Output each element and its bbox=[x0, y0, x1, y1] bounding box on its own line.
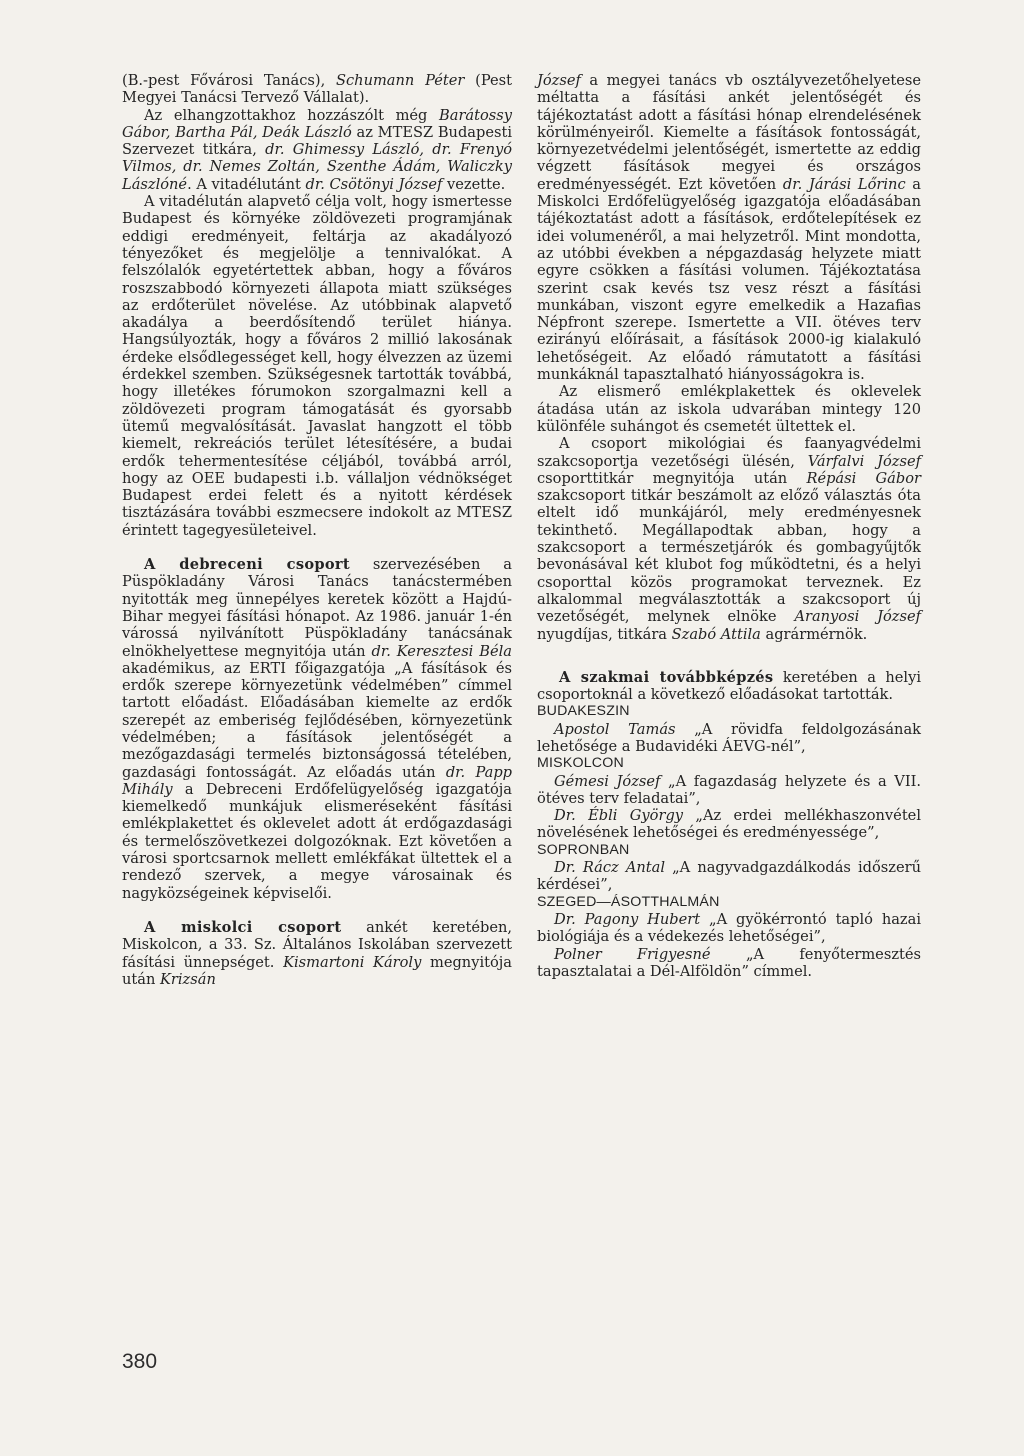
location-heading: MISKOLCON bbox=[537, 755, 624, 772]
paragraph: (B.-pest Fővárosi Tanács), Schumann Péter (Pest Megyei Tanácsi Tervező Vállalat). bbox=[122, 72, 512, 107]
paragraph-training: A szakmai továbbképzés keretében a helyi csoportoknál a következő előadásokat tartották. bbox=[537, 668, 921, 704]
paragraph: A vitadélután alapvető célja volt, hogy ismertesse Budapest és környéke zöldövezeti programjának eddigi eredményeit, feltárja az akadályozó tényezőket és megjelölje a tennivalókat. A felszólalók egyetértettek abban, hogy a főváros roszszabbodó környezeti állapota miatt szükséges az erdőterület növelése. Az utóbbinak alapvető akadálya a beerdősítendő terület hiánya. Hangsúlyozták, hogy a főváros 2 millió lakosának érdeke elsődlegességet kell, hogy élvezzen az üzemi érdekkel szemben. Szükségesnek tartották továbbá, hogy illetékes fórumokon szorgalmazni kell a zöldövezeti program támogatását és gyorsabb ütemű megvalósítását. Javaslat hangzott el több kiemelt, rekreációs terület létesítésére, a budai erdők tehermentesítése céljából, továbbá arról, hogy az OEE budapesti i.b. vállaljon védnökséget Budapest erdei felett és a nyitott kérdések tisztázására további eszmecsere indokolt az MTESZ érintett tagegyesületeivel. bbox=[122, 193, 512, 539]
lecture-entry: Dr. Ébli György „Az erdei mellékhaszonvétel növelésének lehetőségei és eredményessége”, bbox=[537, 807, 921, 842]
lecture-entry: Dr. Pagony Hubert „A gyökérrontó tapló hazai biológiája és a védekezés lehetőségei”, bbox=[537, 910, 921, 946]
paragraph-miskolc: A miskolci csoport ankét keretében, Miskolcon, a 33. Sz. Általános Iskolában szervezett fásítási ünnepséget. Kismartoni Károly megnyitója után Krizsán bbox=[122, 918, 512, 988]
paragraph-debrecen: A debreceni csoport szervezésében a Püspökladány Városi Tanács tanácstermében nyitották meg ünnepélyes keretek között a Hajdú-Bihar megyei fásítási hónapot. Az 1986. január 1-én várossá nyilvánított Püspökladány tanácsának elnökhelyettese megnyitója után dr. Keresztesi Béla akadémikus, az ERTI főigazgatója „A fásítások és erdők szerepe környezetünk védelmében” címmel tartott előadást. Előadásában kiemelte az erdők szerepét az emberiség fejlődésében, környezetünk védelmében; a fásítások jelentőségét a mezőgazdasági termelés biztonságossá tételében, gazdasági fontosságát. Az előadás után dr. Papp Mihály a Debreceni Erdőfelügyelőség igazgatója kiemelkedő munkájuk elismeréseként fásítási emlékplakettet és oklevelet adott át erdőgazdasági és termelőszövetkezei dolgozóknak. Ezt követően a városi sportcsarnok mellett emlékfákat ültettek el a rendező szervek, a megye városainak és nagyközségeinek képviselői. bbox=[122, 556, 513, 902]
paragraph: Az elhangzottakhoz hozzászólt még Barátossy Gábor, Bartha Pál, Deák László az MTESZ Budapesti Szervezet titkára, dr. Ghimessy László, dr. Frenyó Vilmos, dr. Nemes Zoltán, Szenthe Ádám, Waliczky Lászlóné. A vitadélutánt dr. Csötönyi József vezette. bbox=[122, 106, 513, 193]
lecture-entry: Apostol Tamás „A rövidfa feldolgozásának lehetősége a Budavidéki ÁEVG-nél”, bbox=[537, 720, 921, 755]
paragraph: József a megyei tanács vb osztályvezetőhelyetese méltatta a fásítási ankét jelentőségét és tájékoztatást adott a fásítási hónap elrendelésének körülményeiről. Kiemelte a fásítások fontosságát, környezetvédelmi jelentőségét, ismertette az eddig végzett fásítások megyei és országos eredményességét. Ezt követően dr. Járási Lőrinc a Miskolci Erdőfelügyelőség igazgatója előadásában tájékoztatást adott a fásítások, erdőtelepítések ez idei volumenéről, a mai helyzetről. Mint mondotta, az utóbbi években a népgazdaság helyzete miatt egyre csökken a fásítási volumen. Tájékoztatása szerint csak kevés tsz vesz részt a fásítási munkában, viszont egyre emelkedik a Hazafias Népfront szerepe. Ismertette a VII. ötéves terv ezirányú előírásait, a fásítások 2000-ig kialakuló lehetőségeit. Az előadó rámutatott a fásítási munkáknál tapasztalható hiányosságokra is. bbox=[537, 72, 922, 384]
lecture-entry: Dr. Rácz Antal „A nagyvadgazdálkodás időszerű kérdései”, bbox=[537, 859, 921, 894]
location-heading: SZEGED—ÁSOTTHALMÁN bbox=[537, 893, 720, 910]
location-heading: SOPRONBAN bbox=[537, 841, 630, 858]
left-column bbox=[122, 72, 512, 988]
page-number: 380 bbox=[122, 1350, 158, 1373]
paragraph: Az elismerő emlékplakettek és oklevelek átadása után az iskola udvarában mintegy 120 különféle suhángot és csemetét ültettek el. bbox=[537, 383, 921, 435]
location-heading: BUDAKESZIN bbox=[537, 703, 630, 720]
lecture-entry: Polner Frigyesné „A fenyőtermesztés tapasztalatai a Dél-Alföldön” címmel. bbox=[537, 945, 921, 980]
right-column bbox=[537, 72, 921, 980]
lecture-entry: Gémesi József „A fagazdaság helyzete és a VII. ötéves terv feladatai”, bbox=[537, 772, 922, 807]
paragraph: A csoport mikológiai és faanyagvédelmi szakcsoportja vezetőségi ülésén, Várfalvi József csoporttitkár megnyitója után Répási Gábor szakcsoport titkár beszámolt az előző választás óta eltelt idő munkájáról, mely eredményesnek tekinthető. Megállapodtak abban, hogy a szakcsoport a természetjárók és gombagyűjtők bevonásával két klubot fog működtetni, és a helyi csoporttal közös programokat terveznek. Ez alkalommal megválasztották a szakcsoport új vezetőségét, melynek elnöke Aranyosi József nyugdíjas, titkára Szabó Attila agrármérnök. bbox=[537, 435, 922, 643]
